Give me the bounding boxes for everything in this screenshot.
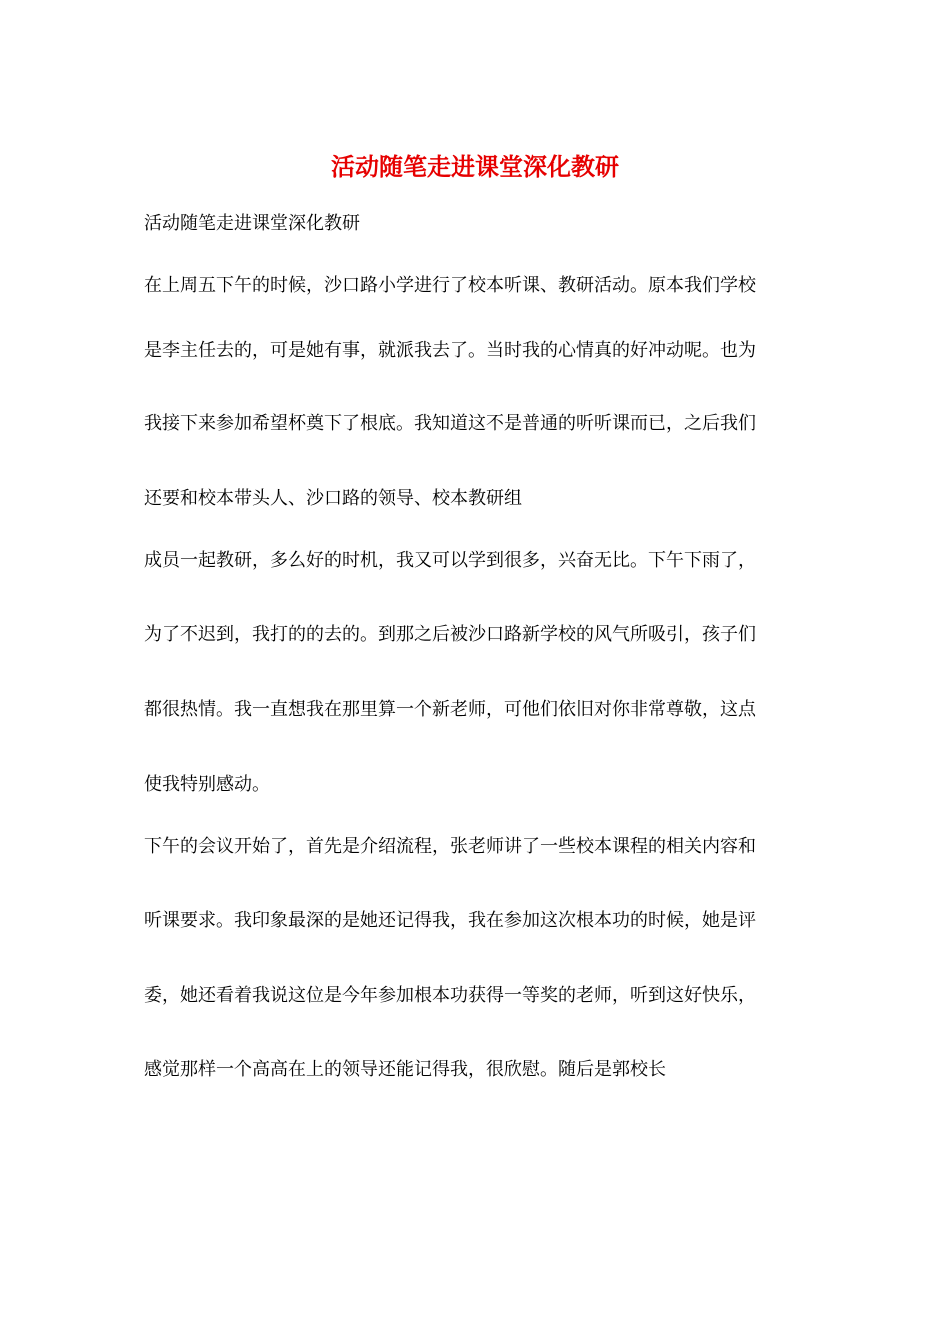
paragraph-line: 听课要求。我印象最深的是她还记得我，我在参加这次根本功的时候，她是评 — [144, 910, 756, 931]
paragraph-line: 我接下来参加希望杯奠下了根底。我知道这不是普通的听听课而已，之后我们 — [144, 413, 756, 434]
paragraph-line: 还要和校本带头人、沙口路的领导、校本教研组 — [144, 488, 522, 509]
paragraph-line: 是李主任去的，可是她有事，就派我去了。当时我的心情真的好冲动呢。也为 — [144, 340, 756, 361]
paragraph-line: 为了不迟到，我打的的去的。到那之后被沙口路新学校的风气所吸引，孩子们 — [144, 624, 756, 645]
paragraph-line: 下午的会议开始了，首先是介绍流程，张老师讲了一些校本课程的相关内容和 — [144, 836, 756, 857]
subtitle-line: 活动随笔走进课堂深化教研 — [144, 213, 360, 234]
document-title: 活动随笔走进课堂深化教研 — [331, 152, 619, 181]
paragraph-line: 委，她还看着我说这位是今年参加根本功获得一等奖的老师，听到这好快乐， — [144, 985, 756, 1006]
paragraph-line: 成员一起教研，多么好的时机，我又可以学到很多，兴奋无比。下午下雨了， — [144, 550, 756, 571]
paragraph-line: 感觉那样一个高高在上的领导还能记得我，很欣慰。随后是郭校长 — [144, 1059, 666, 1080]
paragraph-line: 在上周五下午的时候，沙口路小学进行了校本听课、教研活动。原本我们学校 — [144, 275, 756, 296]
paragraph-line: 都很热情。我一直想我在那里算一个新老师，可他们依旧对你非常尊敬，这点 — [144, 699, 756, 720]
paragraph-line: 使我特别感动。 — [144, 774, 270, 795]
